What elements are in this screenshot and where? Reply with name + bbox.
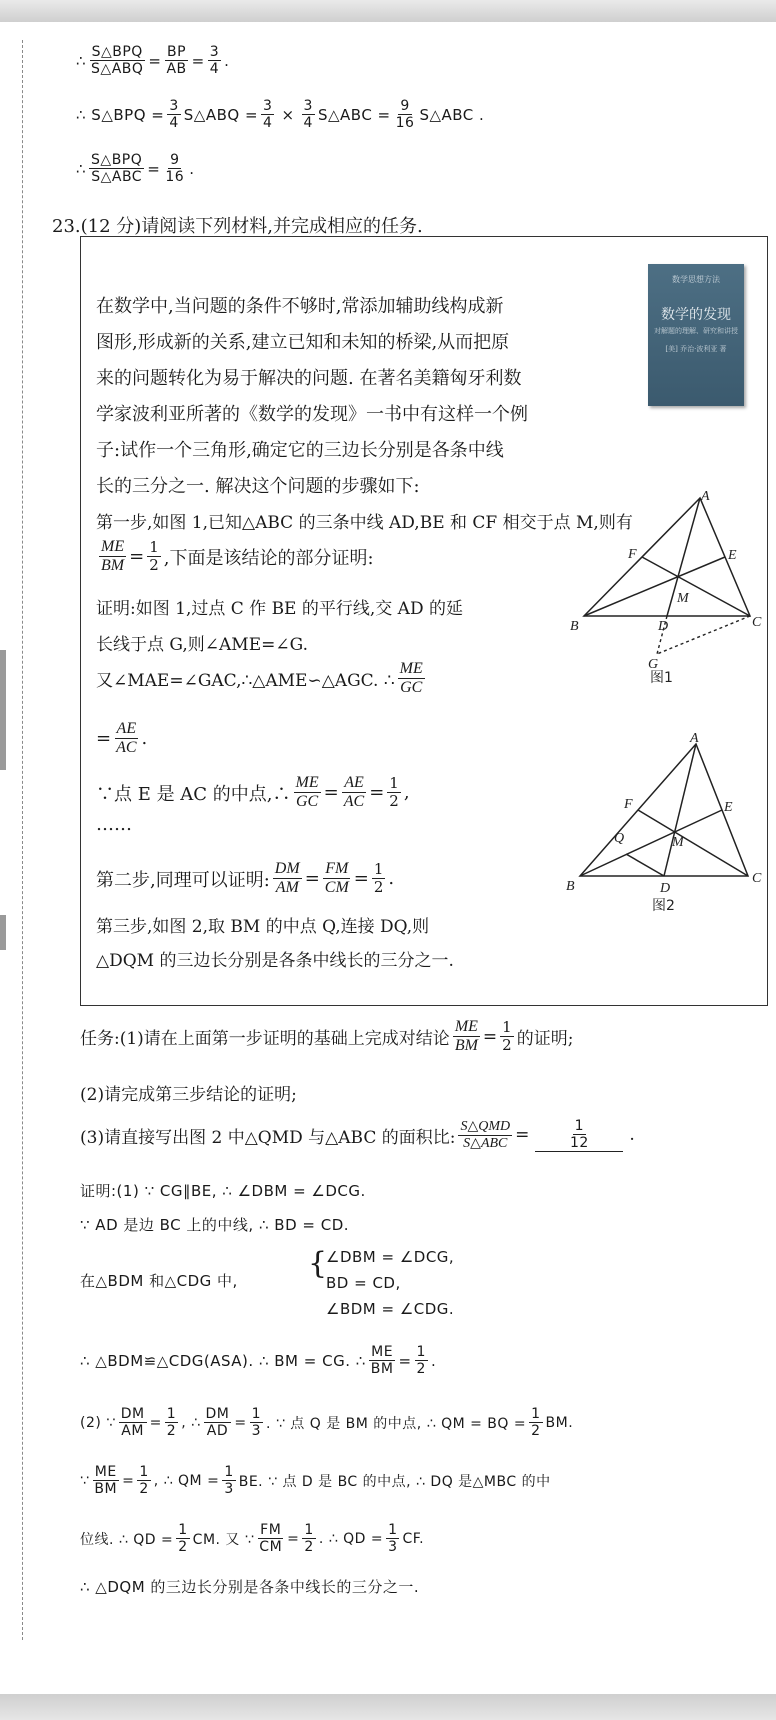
fig2-label-q: Q <box>614 831 625 846</box>
edge-mark <box>0 915 6 950</box>
solution-line-6: ∵ $\frac{ME}{BM}$ = $\frac{1}{2}$ , ∴ QM = $\frac{1}{3}$ BE. ∵ 点 D 是 BC 的中点, ∴ DQ 是△MBC 的中 <box>80 1464 551 1498</box>
task-2: (2)请完成第三步结论的证明; <box>80 1085 297 1105</box>
figure-1 <box>560 489 762 686</box>
step2-text: 第二步,同理可以证明: $\frac{DM}{AM}$ = $\frac{FM}{CM}$ = $\frac{1}{2}$ . <box>96 860 395 897</box>
step3-text: 第三步,如图 2,取 BM 的中点 Q,连接 DQ,则 <box>96 917 430 937</box>
condition-side: BD = CD, <box>326 1274 401 1292</box>
solution-line-4: ∴ △BDM≌△CDG(ASA). ∴ BM = CG. ∴ $\frac{ME}{BM}$ = $\frac{1}{2}$ . <box>80 1344 437 1378</box>
answer-blank: $\frac{1}{12}$ <box>535 1118 623 1152</box>
proof-line: 证明:如图 1,过点 C 作 BE 的平行线,交 AD 的延 <box>96 599 463 619</box>
segment-dq <box>626 854 664 876</box>
material-paragraph: 长的三分之一. 解决这个问题的步骤如下: <box>96 476 420 497</box>
proof-line: 又∠MAE=∠GAC,∴△AME∽△AGC. ∴ $\frac{ME}{GC}$ <box>96 660 423 697</box>
fig1-label-g: G <box>648 657 659 672</box>
figure-2-caption: 图2 <box>652 898 675 914</box>
bottom-shadow-bar <box>0 1694 776 1720</box>
fig1-label-m: M <box>677 591 689 606</box>
prev-solution-line-2: ∴ S△BPQ = $\frac{3}{4}$ S△ABQ = $\frac{3}{4}$ × $\frac{3}{4}$ S△ABC = $\frac{9}{16}$ S△ABC . <box>76 98 485 132</box>
top-shadow-bar <box>0 0 776 22</box>
material-paragraph: 子:试作一个三角形,确定它的三边长分别是各条中线 <box>96 440 504 461</box>
fig2-label-f: F <box>624 797 633 812</box>
fig2-label-c: C <box>752 871 762 886</box>
material-paragraph: 来的问题转化为易于解决的问题. 在著名美籍匈牙利数 <box>96 368 522 389</box>
median-be <box>580 810 722 876</box>
median-cf <box>642 557 750 616</box>
fig1-label-f: F <box>628 547 637 562</box>
condition-angle-2: ∠BDM = ∠CDG. <box>326 1300 455 1318</box>
fig2-label-m: M <box>672 835 684 850</box>
binding-dashed-line <box>22 40 23 1640</box>
solution-line-2: ∵ AD 是边 BC 上的中线, ∴ BD = CD. <box>80 1216 350 1234</box>
fig2-label-e: E <box>724 800 733 815</box>
fig1-label-a: A <box>701 489 710 504</box>
triangle-abc <box>584 498 750 616</box>
median-be <box>584 557 725 616</box>
fig1-label-c: C <box>752 615 762 630</box>
prev-solution-line-3: ∴ $\frac{\text{S△BPQ}}{\text{S△ABC}}$ = $\frac{9}{16}$ . <box>76 152 195 186</box>
ellipsis: …… <box>96 814 132 835</box>
step3-text: △DQM 的三边长分别是各条中线长的三分之一. <box>96 951 454 971</box>
figure-1-caption: 图1 <box>650 670 673 686</box>
task-1: 任务:(1)请在上面第一步证明的基础上完成对结论 $\frac{ME}{BM}$ = $\frac{1}{2}$ 的证明; <box>80 1018 574 1055</box>
proof-line: = $\frac{AE}{AC}$ . <box>96 720 148 757</box>
solution-line-1: 证明:(1) ∵ CG∥BE, ∴ ∠DBM = ∠DCG. <box>80 1182 366 1200</box>
question-23-title: 23.(12 分)请阅读下列材料,并完成相应的任务. <box>52 216 423 237</box>
fig2-label-d: D <box>660 881 671 896</box>
material-paragraph: 图形,形成新的关系,建立已知和未知的桥梁,从而把原 <box>96 332 510 353</box>
edge-mark <box>0 650 6 770</box>
proof-line: 长线于点 G,则∠AME=∠G. <box>96 635 308 655</box>
triangle-abc <box>580 744 748 876</box>
task-3: (3)请直接写出图 2 中△QMD 与△ABC 的面积比: $\frac{\text{S△QMD}}{\text{S△ABC}}$ = $\frac{1}{12}$ . <box>80 1118 635 1152</box>
condition-angle: ∠DBM = ∠DCG, <box>326 1248 455 1266</box>
median-cf <box>638 810 748 876</box>
material-paragraph: 在数学中,当问题的条件不够时,常添加辅助线构成新 <box>96 296 504 317</box>
solution-line-8: ∴ △DQM 的三边长分别是各条中线长的三分之一. <box>80 1578 420 1596</box>
step1-conclusion: $\frac{ME}{BM}$ = $\frac{1}{2}$ ,下面是该结论的部分证明: <box>101 538 374 575</box>
book-cover-image: 数学思想方法 数学的发现 对解题的理解、研究和讲授 [美] 乔治·波利亚 著 <box>648 264 744 406</box>
step1-text: 第一步,如图 1,已知△ABC 的三条中线 AD,BE 和 CF 相交于点 M,则有 <box>96 513 633 533</box>
fig2-label-a: A <box>690 731 699 746</box>
figure-2 <box>556 732 766 922</box>
prev-solution-line-1: ∴ $\frac{\text{S△BPQ}}{\text{S△ABQ}}$ = $\frac{BP}{AB}$ = $\frac{3}{4}$ . <box>76 44 230 78</box>
solution-line-7: 位线. ∴ QD = $\frac{1}{2}$ CM. 又 ∵ $\frac{FM}{CM}$ = $\frac{1}{2}$ . ∴ QD = $\frac{1}{3}$ CF. <box>80 1522 425 1556</box>
solution-line-3: 在△BDM 和△CDG 中, <box>80 1272 238 1290</box>
material-paragraph: 学家波利亚所著的《数学的发现》一书中有这样一个例 <box>96 404 528 425</box>
median-ad <box>664 744 696 876</box>
fig2-label-b: B <box>566 879 575 894</box>
line-cg <box>657 616 750 654</box>
fig1-label-d: D <box>658 619 669 634</box>
brace: { <box>308 1246 328 1281</box>
fig1-label-e: E <box>728 548 737 563</box>
proof-line: ∵点 E 是 AC 的中点,∴ $\frac{ME}{GC}$ = $\frac{AE}{AC}$ = $\frac{1}{2}$ , <box>96 774 410 811</box>
fig1-label-b: B <box>570 619 579 634</box>
solution-line-5: (2) ∵ $\frac{DM}{AM}$ = $\frac{1}{2}$ , ∴ $\frac{DM}{AD}$ = $\frac{1}{3}$ . ∵ 点 Q 是 BM 的中点, ∴ QM = BQ = $\frac{1}{2}$ BM. <box>80 1406 574 1440</box>
